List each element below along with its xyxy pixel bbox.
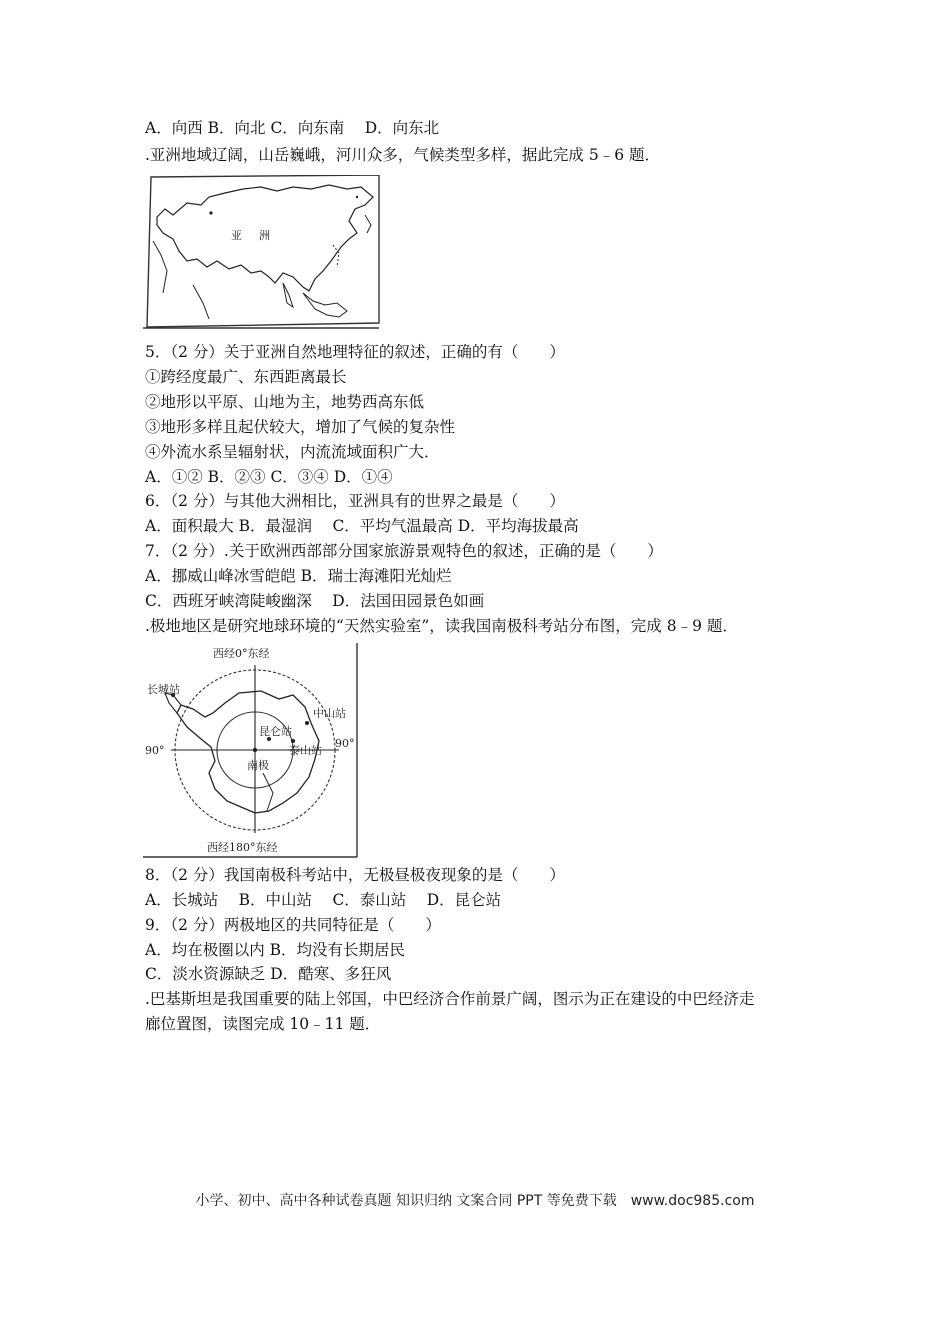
meridian-0-label: 西经0°东经 [213, 647, 270, 660]
answer-options-q6: A．面积最大 B．最湿润 C．平均气温最高 D．平均海拔最高 [145, 517, 579, 535]
answer-options-q5: A．①② B．②③ C．③④ D．①④ [145, 468, 393, 486]
answer-options-q4: A．向西 B．向北 C．向东南 D．向东北 [145, 119, 440, 137]
asia-map [143, 175, 381, 329]
antarctica-map [143, 643, 361, 859]
asia-label-1: 亚 [231, 229, 242, 242]
page-footer: 小学、初中、高中各种试卷真题 知识归纳 文案合同 PPT 等免费下载 www.doc985.com [195, 1193, 755, 1209]
answer-options-q7-cd: C．西班牙峡湾陡峻幽深 D．法国田园景色如画 [145, 592, 485, 610]
question-9: 9．（2 分）两极地区的共同特征是（ ） [145, 916, 441, 934]
polar-intro: .极地地区是研究地球环境的“天然实验室”，读我国南极科考站分布图，完成 8﹣9 题． [145, 617, 738, 635]
pakistan-intro-line1: .巴基斯坦是我国重要的陆上邻国，中巴经济合作前景广阔，图示为正在建设的中巴经济走 [145, 990, 755, 1008]
answer-options-q9-ab: A．均在极圈以内 B．均没有长期居民 [145, 941, 406, 959]
west-90-label: 90° [145, 744, 165, 757]
east-90-label: 90° [335, 737, 355, 750]
question-6: 6．（2 分）与其他大洲相比，亚洲具有的世界之最是（ ） [145, 492, 565, 510]
statement-3: ③地形多样且起伏较大，增加了气候的复杂性 [145, 418, 456, 436]
answer-options-q9-cd: C．淡水资源缺乏 D．酷寒、多狂风 [145, 965, 392, 983]
statement-4: ④外流水系呈辐射状，内流流域面积广大． [145, 443, 440, 461]
kunlun-station-label: 昆仑站 [259, 725, 292, 738]
question-8: 8．（2 分）我国南极科考站中，无极昼极夜现象的是（ ） [145, 866, 565, 884]
asia-intro: .亚洲地域辽阔，山岳巍峨，河川众多，气候类型多样，据此完成 5﹣6 题． [145, 146, 661, 164]
asia-label-2: 洲 [259, 229, 270, 242]
zhongshan-station-label: 中山站 [313, 707, 346, 720]
question-5: 5．（2 分）关于亚洲自然地理特征的叙述，正确的有（ ） [145, 343, 565, 361]
question-7: 7．（2 分）.关于欧洲西部部分国家旅游景观特色的叙述，正确的是（ ） [145, 542, 663, 560]
statement-1: ①跨经度最广、东西距离最长 [145, 368, 347, 386]
pakistan-intro-line2: 廊位置图，读图完成 10﹣11 题． [145, 1015, 381, 1033]
statement-2: ②地形以平原、山地为主，地势西高东低 [145, 393, 425, 411]
changcheng-station-label: 长城站 [147, 683, 180, 696]
meridian-180-label: 西经180°东经 [207, 841, 278, 854]
south-pole-label: 南极 [247, 759, 269, 772]
taishan-station-label: 泰山站 [289, 744, 322, 757]
answer-options-q7-ab: A．挪威山峰冰雪皑皑 B．瑞士海滩阳光灿烂 [145, 567, 452, 585]
answer-options-q8: A．长城站 B．中山站 C．泰山站 D．昆仑站 [145, 891, 502, 909]
